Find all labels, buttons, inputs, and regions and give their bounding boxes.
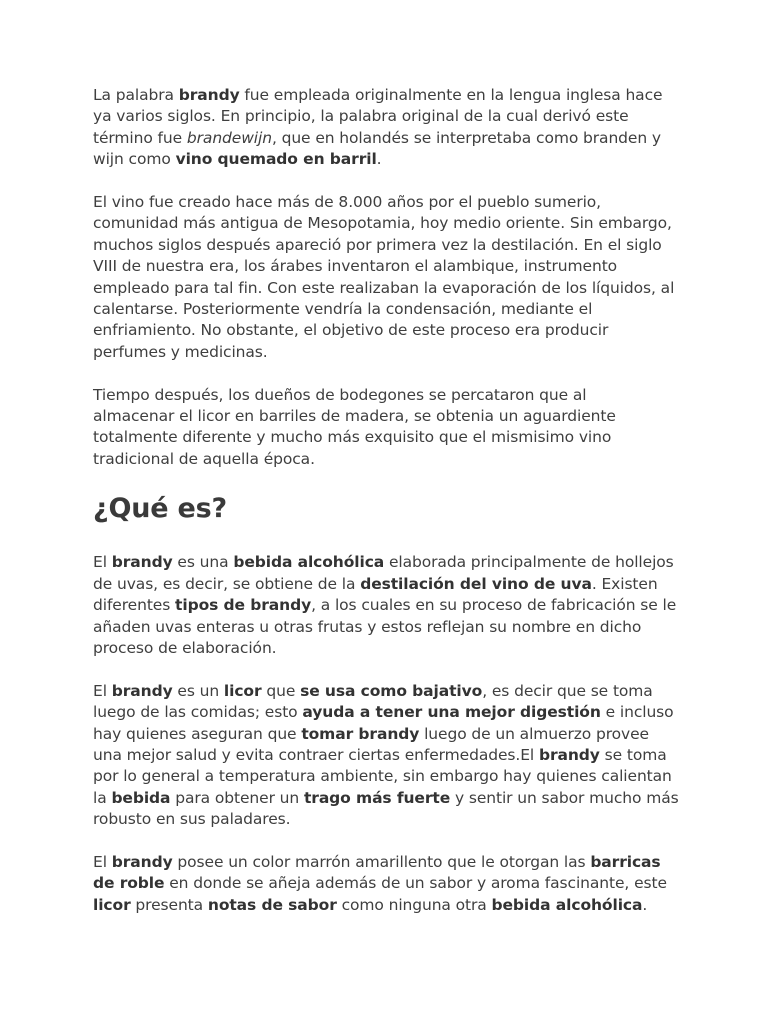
text-run: se toma <box>599 745 667 764</box>
text-run: en donde se añeja además de un sabor y aroma fascinante, este <box>164 874 667 893</box>
text-run: comunidad más antigua de Mesopotamia, hoy medio oriente. Sin embargo, <box>93 214 672 233</box>
bold-text: brandy <box>538 745 600 764</box>
paragraph <box>93 85 693 171</box>
text-run: wijn como <box>93 150 176 169</box>
text-run: . <box>376 150 382 169</box>
bold-text: bebida alcohólica <box>233 553 385 572</box>
text-run: , a los cuales en su proceso de fabricación se le <box>311 596 677 615</box>
text-run: una mejor salud y evita contraer ciertas enfermedades.El <box>93 745 539 764</box>
text-run: tradicional de aquella época. <box>93 449 315 468</box>
text-run: por lo general a temperatura ambiente, sin embargo hay quienes calientan <box>93 767 672 786</box>
text-run: almacenar el licor en barriles de madera, se obtenia un aguardiente <box>93 407 616 426</box>
text-run: calentarse. Posteriormente vendría la condensación, mediante el <box>93 300 593 319</box>
text-run: que <box>261 681 301 700</box>
bold-text: notas de sabor <box>207 895 337 914</box>
text-run: término fue <box>93 128 187 147</box>
text-run: , que en holandés se interpretaba como branden y <box>271 128 661 147</box>
bold-text: bebida alcohólica <box>491 895 643 914</box>
paragraph <box>93 192 693 363</box>
text-run: luego de un almuerzo provee <box>419 724 649 743</box>
text-run: diferentes <box>93 596 176 615</box>
italic-text: brandewijn <box>186 128 272 147</box>
bold-text: tomar brandy <box>301 724 420 743</box>
text-run: . <box>642 895 648 914</box>
paragraph <box>93 552 693 659</box>
text-run: presenta <box>130 895 208 914</box>
bold-text: se usa como bajativo <box>300 681 483 700</box>
text-run: es un <box>172 681 224 700</box>
text-run: Tiempo después, los dueños de bodegones se percataron que al <box>93 385 587 404</box>
text-run: e incluso <box>600 703 674 722</box>
text-run: totalmente diferente y mucho más exquisito que el mismisimo vino <box>93 428 612 447</box>
text-run: para obtener un <box>170 788 304 807</box>
paragraph <box>93 852 693 916</box>
text-run: robusto en sus paladares. <box>93 810 291 829</box>
text-run: fue empleada originalmente en la lengua inglesa hace <box>239 86 663 104</box>
document-body <box>93 85 693 916</box>
bold-text: barricas <box>590 852 661 871</box>
text-run: elaborada principalmente de hollejos <box>384 553 674 572</box>
bold-text: tipos de brandy <box>175 596 312 615</box>
bold-text: trago más fuerte <box>303 788 451 807</box>
text-run: añaden uvas enteras u otras frutas y estos reflejan su nombre en dicho <box>93 617 642 636</box>
text-run: muchos siglos después apareció por primera vez la destilación. En el siglo <box>93 235 662 254</box>
text-run: proceso de elaboración. <box>93 638 277 657</box>
bold-text: licor <box>223 681 262 700</box>
section-heading: ¿Qué es? <box>93 493 227 525</box>
paragraph <box>93 681 693 831</box>
text-run: , es decir que se toma <box>482 681 653 700</box>
bold-text: brandy <box>111 681 173 700</box>
text-run: de uvas, es decir, se obtiene de la <box>93 574 361 593</box>
bold-text: bebida <box>111 788 171 807</box>
paragraph <box>93 385 693 471</box>
bold-text: licor <box>93 895 131 914</box>
text-run: la <box>93 788 112 807</box>
main-section <box>93 552 693 916</box>
text-run: El <box>93 852 112 871</box>
intro-section <box>93 85 693 470</box>
bold-text: vino quemado en barril <box>175 150 377 169</box>
text-run: es una <box>172 553 234 572</box>
text-run: luego de las comidas; esto <box>93 703 303 722</box>
bold-text: de roble <box>93 874 165 893</box>
text-run: . Existen <box>591 574 658 593</box>
text-run: El <box>93 681 112 700</box>
text-run: enfriamiento. No obstante, el objetivo de este proceso era producir <box>93 321 609 340</box>
text-run: posee un color marrón amarillento que le otorgan las <box>172 852 591 871</box>
bold-text: destilación del vino de uva <box>360 574 592 593</box>
bold-text: brandy <box>111 852 173 871</box>
text-run: empleado para tal fin. Con este realizaban la evaporación de los líquidos, al <box>93 278 675 297</box>
text-run: ya varios siglos. En principio, la palabra original de la cual derivó este <box>93 107 629 126</box>
text-run: La palabra <box>93 86 179 104</box>
text-run: El <box>93 553 112 572</box>
text-run: y sentir un sabor mucho más <box>450 788 679 807</box>
text-run: VIII de nuestra era, los árabes inventaron el alambique, instrumento <box>93 257 618 276</box>
text-run: El vino fue creado hace más de 8.000 años por el pueblo sumerio, <box>93 193 602 212</box>
bold-text: brandy <box>111 553 173 572</box>
text-run: como ninguna otra <box>336 895 492 914</box>
text-run: perfumes y medicinas. <box>93 342 268 361</box>
bold-text: brandy <box>178 86 240 104</box>
bold-text: ayuda a tener una mejor digestión <box>302 703 601 722</box>
text-run: hay quienes aseguran que <box>93 724 302 743</box>
